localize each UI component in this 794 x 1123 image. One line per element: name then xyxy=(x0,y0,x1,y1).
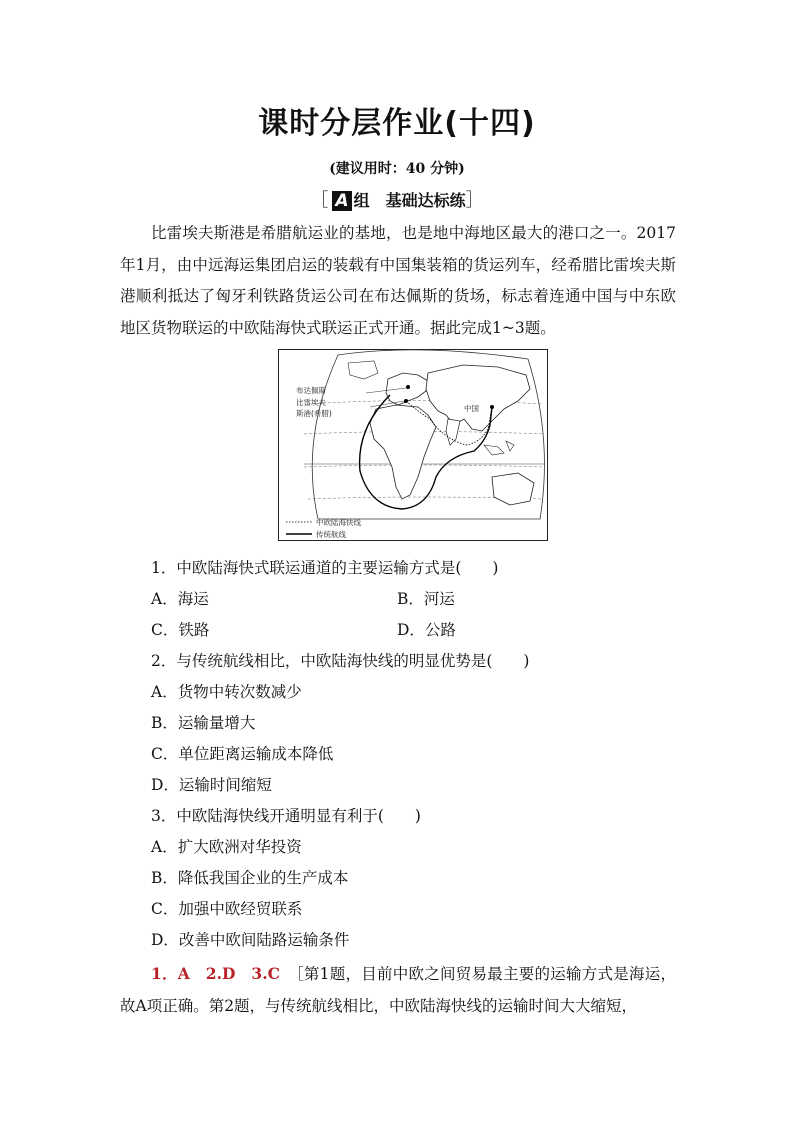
question-3-stem: 3．中欧陆海快线开通明显有利于( ) xyxy=(151,807,421,825)
suggested-time: (建议用时：40 分钟) xyxy=(329,161,465,177)
group-label: 组 基础达标练 xyxy=(353,191,466,210)
question-2-option-d: D．运输时间缩短 xyxy=(151,776,272,794)
page-title: 课时分层作业(十四) xyxy=(258,106,536,141)
question-2-option-c: C．单位距离运输成本降低 xyxy=(151,745,334,763)
question-1-option-a: A．海运 xyxy=(151,590,209,608)
question-2-option-b: B．运输量增大 xyxy=(151,714,256,732)
answer-keys: 1．A 2.D 3.C xyxy=(151,964,280,983)
question-1-stem: 1．中欧陆海快式联运通道的主要运输方式是( ) xyxy=(151,559,499,577)
label-piraeus-line1: 比雷埃夫 xyxy=(296,398,326,407)
label-china: 中国 xyxy=(464,404,479,413)
answer-explanation: ［第1题，目前中欧之间贸易最主要的运输方式是海运，故A项正确。第2题，与传统航线相比，中欧陆海快线的运输时间大大缩短， xyxy=(120,965,676,1015)
question-3-option-d: D．改善中欧间陆路运输条件 xyxy=(151,931,350,949)
group-badge: A xyxy=(332,191,351,211)
question-1-option-b: B．河运 xyxy=(397,590,455,608)
question-1-option-c: C．铁路 xyxy=(151,621,210,639)
question-2-stem: 2．与传统航线相比，中欧陆海快线的明显优势是( ) xyxy=(151,652,530,670)
legend-express-label: 中欧陆海快线 xyxy=(316,518,361,527)
question-3-option-c: C．加强中欧经贸联系 xyxy=(151,900,303,918)
intro-paragraph: 比雷埃夫斯港是希腊航运业的基地，也是地中海地区最大的港口之一。2017年1月，由中远海运集团启运的装载有中国集装箱的货运列车，经希腊比雷埃夫斯港顺利抵达了匈牙利铁路货运公司在布达佩斯的货场，标志着连通中国与中东欧地区货物联运的中欧陆海快式联运正式开通。据此完成1~3题。 xyxy=(120,224,676,337)
question-1-option-d: D．公路 xyxy=(397,621,456,639)
answer-block xyxy=(120,958,676,1022)
question-3-option-b: B．降低我国企业的生产成本 xyxy=(151,869,349,887)
route-map-figure xyxy=(278,349,548,541)
section-header: ［ A 组 基础达标练］ xyxy=(310,190,484,211)
piraeus-point xyxy=(404,399,408,403)
question-3-option-a: A．扩大欧洲对华投资 xyxy=(151,838,302,856)
label-piraeus-line2: 斯港(希腊) xyxy=(296,409,332,418)
china-point xyxy=(490,405,494,409)
label-budapest: 布达佩斯 xyxy=(296,386,326,395)
budapest-point xyxy=(406,385,410,389)
legend-traditional-label: 传统航线 xyxy=(316,530,346,539)
question-2-option-a: A．货物中转次数减少 xyxy=(151,683,302,701)
